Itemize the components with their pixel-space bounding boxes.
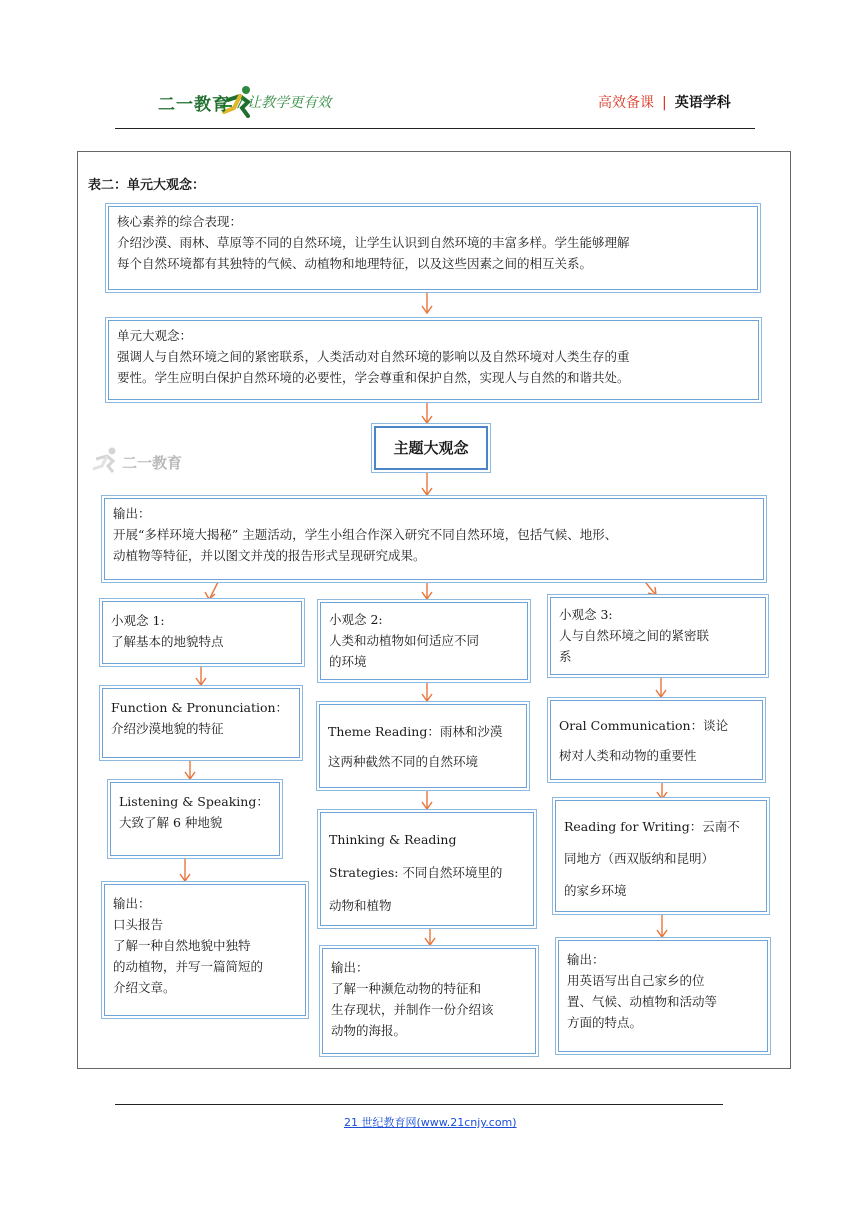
col3-idea-line: 系	[559, 649, 572, 664]
header-subject-label: 英语学科	[674, 95, 731, 111]
col2-output-line: 了解一种濒危动物的特征和	[331, 981, 482, 996]
arrow-col2-3	[425, 926, 435, 945]
col1-idea-box	[102, 601, 302, 664]
col2-step2-line: Thinking & Reading	[329, 832, 457, 847]
arrow-col3-3	[657, 912, 667, 937]
arrow-unit-theme	[422, 400, 432, 423]
core-line: 介绍沙漠、雨林、草原等不同的自然环境，让学生认识到自然环境的丰富多样。学生能够理解	[117, 235, 630, 250]
col3-output-line: 输出：	[567, 952, 605, 967]
unit-big-idea-box	[108, 320, 759, 400]
col2-idea-line: 的环境	[329, 654, 367, 669]
unit-title: 单元大观念：	[117, 328, 193, 343]
col1-output-box	[104, 884, 306, 1016]
output-main-title: 输出：	[113, 506, 151, 521]
header-separator: |	[662, 95, 667, 111]
col1-step1-line: 介绍沙漠地貌的特征	[111, 721, 224, 736]
col1-idea-line: 了解基本的地貌特点	[111, 634, 224, 649]
arrow-col3-2	[657, 780, 667, 799]
col3-idea-line: 人与自然环境之间的紧密联	[559, 628, 710, 643]
col2-step1-line: 这两种截然不同的自然环境	[328, 754, 479, 769]
arrow-output-col1	[205, 582, 218, 599]
arrow-col2-1	[422, 680, 432, 701]
core-literacy-box	[108, 206, 758, 290]
arrow-col1-2	[185, 758, 195, 779]
col2-step2-line: Strategies: 不同自然环境里的	[329, 865, 503, 880]
footer-divider	[115, 1104, 723, 1105]
col1-idea-line: 小观念 1:	[111, 613, 165, 628]
col2-idea-line: 小观念 2:	[329, 612, 383, 627]
header-red-label: 高效备课	[598, 95, 654, 111]
col2-idea-line: 人类和动植物如何适应不同	[329, 633, 480, 648]
col2-step2-line: 动物和植物	[329, 898, 392, 913]
col2-idea-box	[320, 602, 528, 680]
output-main-line: 开展“多样环境大揭秘” 主题活动，学生小组合作深入研究不同自然环境，包括气候、地形、	[113, 527, 618, 542]
col2-step2-box	[320, 812, 534, 926]
core-line: 每个自然环境都有其独特的气候、动植物和地理特征，以及这些因素之间的相互关系。	[117, 256, 593, 271]
col3-step1-line: Oral Communication：谈论	[559, 718, 729, 733]
col3-step1-line: 树对人类和动物的重要性	[559, 748, 697, 763]
col2-step1-box	[319, 704, 527, 788]
col1-step2-box	[110, 782, 280, 856]
col3-output-line: 置、气候、动植物和活动等	[567, 994, 718, 1009]
col1-step2-line: 大致了解 6 种地貌	[119, 815, 223, 830]
theme-big-idea-box: 主题大观念	[374, 426, 488, 470]
arrow-col3-1	[656, 678, 666, 697]
col2-output-line: 动物的海报。	[331, 1023, 407, 1038]
logo-text: 二一教育	[158, 95, 230, 115]
output-main-box	[104, 498, 764, 580]
unit-line: 强调人与自然环境之间的紧密联系，人类活动对自然环境的影响以及自然环境对人类生存的重	[117, 349, 630, 364]
col3-step2-line: 的家乡环境	[564, 883, 627, 898]
col3-idea-box	[550, 597, 766, 675]
core-title: 核心素养的综合表现：	[117, 214, 243, 229]
col3-step1-box	[550, 700, 763, 780]
output-main-line: 动植物等特征，并以图文并茂的报告形式呈现研究成果。	[113, 548, 426, 563]
col1-output-line: 输出：	[113, 896, 151, 911]
col1-output-line: 了解一种自然地貌中独特	[113, 938, 251, 953]
footer-link[interactable]: 21 世纪教育网(www.21cnjy.com)	[344, 1116, 517, 1129]
col1-step1-box	[102, 688, 300, 758]
col1-step1-line: Function & Pronunciation：	[111, 700, 289, 715]
col2-step1-line: Theme Reading：雨林和沙漠	[328, 724, 503, 739]
arrow-col1-3	[180, 858, 190, 881]
col1-output-line: 介绍文章。	[113, 980, 176, 995]
watermark-text: 二一教育	[122, 454, 183, 472]
col3-output-box	[558, 940, 768, 1052]
slogan: / 让教学更有效	[238, 95, 332, 111]
arrow-output-col3	[642, 578, 656, 595]
col2-output-line: 生存现状，并制作一份介绍该	[331, 1002, 494, 1017]
col2-output-box	[322, 948, 536, 1054]
col1-output-line: 口头报告	[113, 917, 164, 932]
col3-idea-line: 小观念 3:	[559, 607, 613, 622]
unit-line: 要性。学生应明白保护自然环境的必要性，学会尊重和保护自然，实现人与自然的和谐共处。	[117, 370, 630, 385]
arrow-output-col2	[422, 582, 432, 599]
section-title: 表二：单元大观念：	[88, 178, 206, 193]
col3-output-line: 用英语写出自己家乡的位	[567, 973, 705, 988]
col3-step2-box	[555, 800, 767, 912]
col3-step2-line: 同地方（西双版纳和昆明）	[564, 851, 715, 866]
col2-output-line: 输出：	[331, 960, 369, 975]
arrow-col1-1	[196, 666, 206, 685]
col1-output-line: 的动植物，并写一篇简短的	[113, 959, 264, 974]
arrow-col2-2	[422, 788, 432, 809]
arrow-theme-output	[422, 473, 432, 495]
col3-output-line: 方面的特点。	[567, 1015, 643, 1030]
col1-step2-line: Listening & Speaking：	[119, 794, 269, 809]
col3-step2-line: Reading for Writing：云南不	[564, 819, 740, 834]
watermark-runner-icon	[88, 446, 122, 474]
arrow-core-unit	[422, 290, 432, 313]
